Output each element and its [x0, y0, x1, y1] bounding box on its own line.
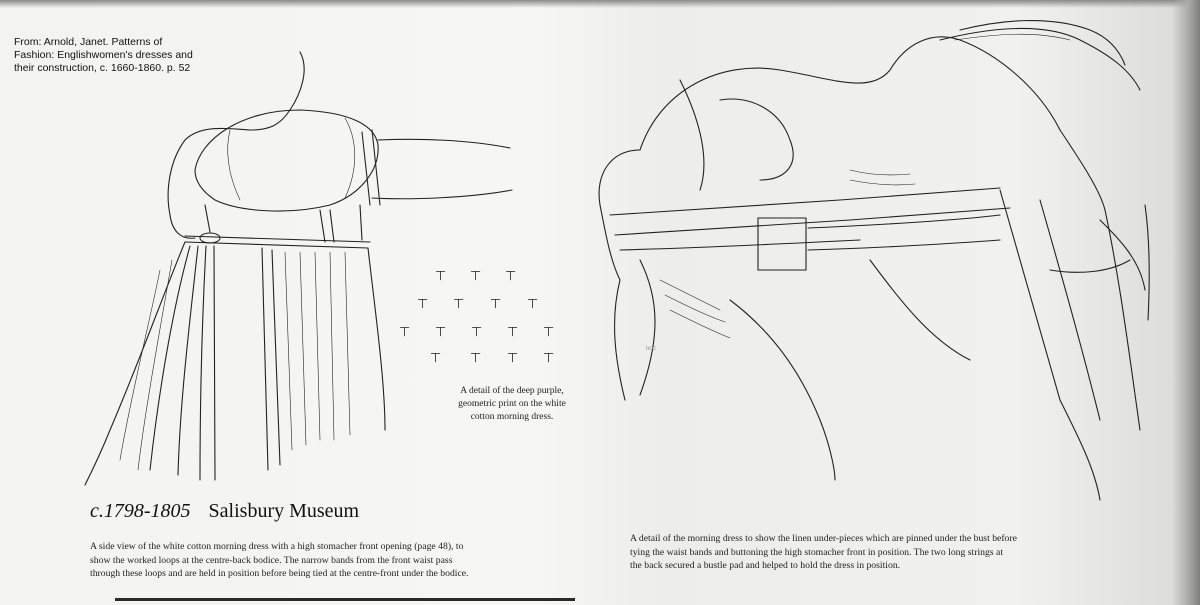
- print-motif-icon: ⊤: [435, 325, 447, 340]
- print-motif-icon: ⊤: [470, 351, 482, 366]
- heading-date: c.1798-1805: [90, 500, 191, 522]
- caption-line: cotton morning dress.: [470, 412, 554, 422]
- citation-line: Fashion: Englishwomen's dresses and: [14, 49, 193, 61]
- print-motif-icon: ⊤: [470, 269, 482, 284]
- print-motif-icon: ⊤: [430, 351, 442, 366]
- print-motif-icon: ⊤: [435, 269, 447, 284]
- print-motif-icon: ⊤: [399, 325, 411, 340]
- print-motif-icon: ⊤: [453, 297, 465, 312]
- geometric-print-detail: [395, 268, 585, 378]
- print-motif-icon: ⊤: [507, 325, 519, 340]
- print-motif-icon: ⊤: [543, 351, 555, 366]
- figure-heading: [90, 500, 359, 523]
- caption-line: A detail of the deep purple,: [460, 386, 564, 396]
- caption-line: show the worked loops at the centre-back bodice. The narrow bands from the front waist pass: [90, 554, 453, 566]
- citation-line: their construction, c. 1660-1860. p. 52: [14, 62, 191, 74]
- under-pieces-caption: [630, 532, 1150, 573]
- print-motif-icon: ⊤: [471, 325, 483, 340]
- caption-line: A side view of the white cotton morning dress with a high stomacher front opening (page 48), to: [90, 541, 464, 552]
- print-motif-icon: ⊤: [490, 297, 502, 312]
- source-citation: [14, 36, 234, 75]
- caption-line: through these loops and are held in position before being tied at the centre-front under the bodice.: [90, 568, 469, 579]
- bottom-rule-divider: [115, 598, 575, 601]
- print-motif-icon: ⊤: [543, 325, 555, 340]
- caption-line: geometric print on the white: [458, 399, 566, 409]
- heading-place: Salisbury Museum: [208, 500, 360, 522]
- citation-line: From: Arnold, Janet. Patterns of: [14, 36, 163, 48]
- caption-line: tying the waist bands and buttoning the high stomacher front in position. The two long strings at: [630, 546, 1004, 558]
- print-motif-icon: ⊤: [417, 297, 429, 312]
- print-motif-icon: ⊤: [505, 269, 517, 284]
- print-motif-icon: ⊤: [507, 351, 519, 366]
- caption-line: the back secured a bustle pad and helped to hold the dress in position.: [630, 560, 901, 571]
- faint-label: text: [646, 346, 656, 352]
- print-detail-caption: [427, 385, 597, 424]
- caption-line: A detail of the morning dress to show the linen under-pieces which are pinned under the bust before: [630, 533, 1017, 544]
- side-view-caption: [90, 540, 590, 581]
- print-motif-icon: ⊤: [527, 297, 539, 312]
